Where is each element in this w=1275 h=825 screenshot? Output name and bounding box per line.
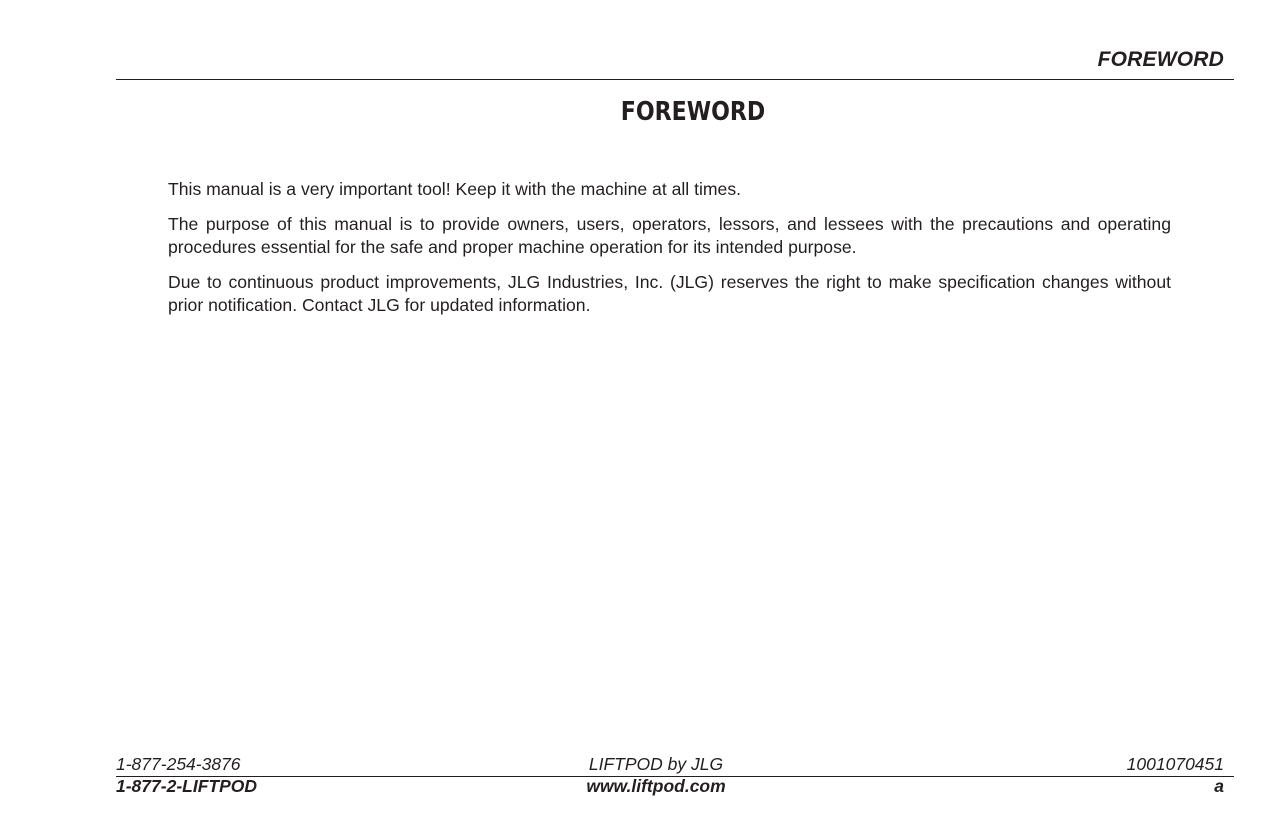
- footer-bottom-row: [116, 776, 1224, 798]
- header-section-label: FOREWORD: [1097, 48, 1224, 71]
- header-rule: [116, 79, 1234, 80]
- footer-product: LIFTPOD by JLG: [588, 754, 724, 774]
- page-title: FOREWORD: [620, 97, 766, 127]
- paragraph-2: The purpose of this manual is to provide owners, users, operators, lessors, and lessees with the precautions and operating procedures essential for the safe and proper machine operation for its intended purpose.: [168, 214, 1171, 257]
- footer-phone-vanity: 1-877-2-LIFTPOD: [116, 776, 257, 796]
- footer-document-number: 1001070451: [1126, 754, 1224, 774]
- footer-top-row: [116, 754, 1224, 776]
- footer-phone-numeric: 1-877-254-3876: [116, 754, 241, 774]
- paragraph-3: Due to continuous product improvements, JLG Industries, Inc. (JLG) reserves the right to make specification changes without prior notification. Contact JLG for updated information.: [168, 272, 1171, 315]
- footer-website: www.liftpod.com: [586, 776, 726, 796]
- body-text: [168, 178, 1171, 329]
- footer-page-number: a: [1214, 776, 1224, 796]
- paragraph-1: This manual is a very important tool! Keep it with the machine at all times.: [168, 179, 742, 199]
